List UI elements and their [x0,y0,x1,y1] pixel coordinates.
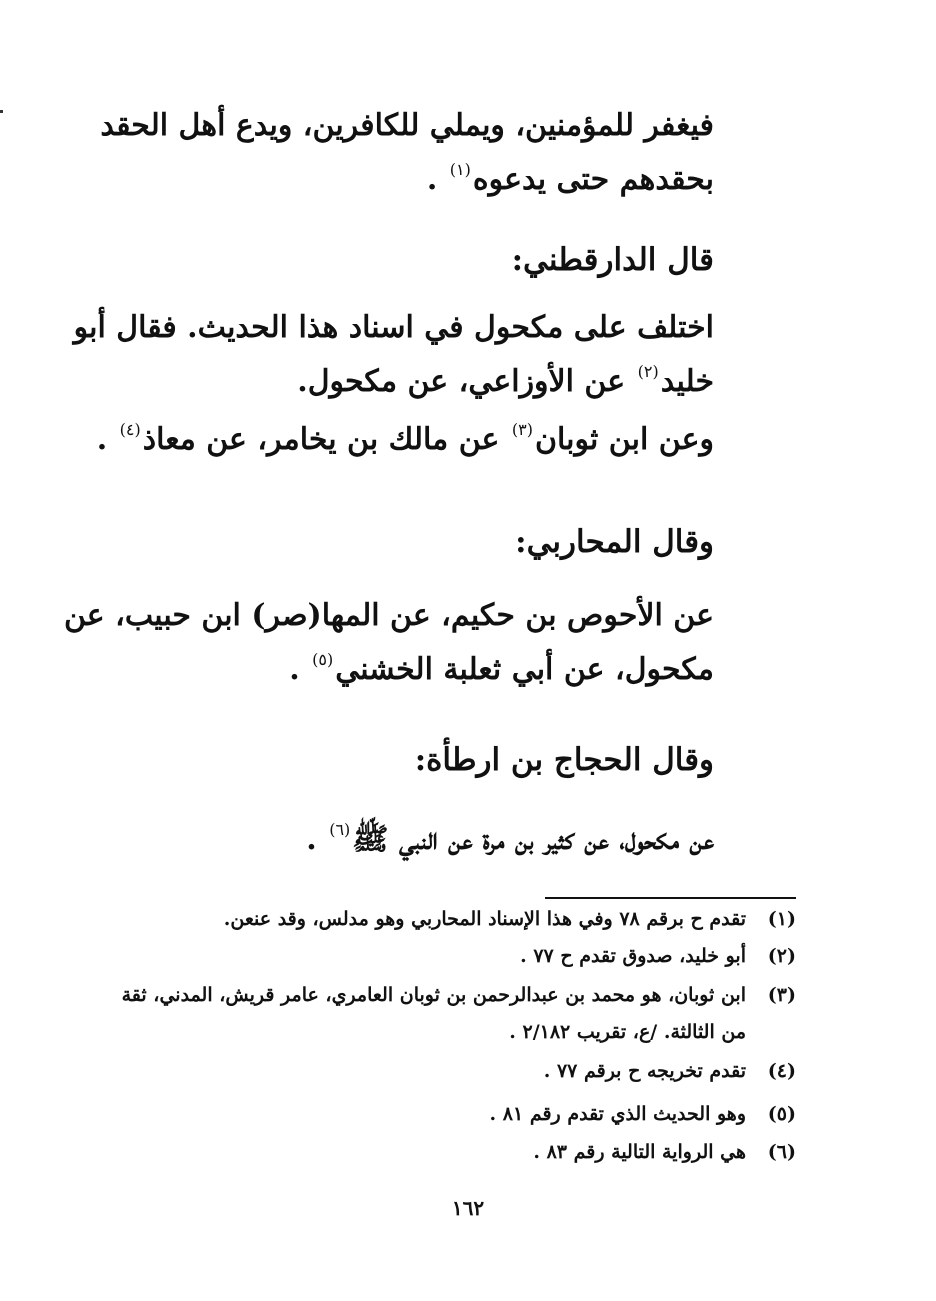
heading-daraqutni: قال الدارقطني: [511,242,714,278]
footnote-ref-4[interactable]: (٤) [119,420,141,439]
footnote-3: (٣)ابن ثوبان، هو محمد بن عبدالرحمن بن ثوبان العامري، عامر قريش، المدني، ثقة [121,984,796,1006]
heading-hajjaj: وقال الحجاج بن ارطأة: [414,742,714,778]
footnote-ref-6[interactable]: (٦) [329,820,351,839]
paragraph-4-line-1: عن الأحوص بن حكيم، عن المها(صر) ابن حبيب، عن [63,598,714,633]
footnote-4: (٤)تقدم تخريجه ح برقم ٧٧ . [543,1060,796,1082]
footnote-ref-1[interactable]: (١) [449,160,471,179]
paragraph-1-line-1: فيغفر للمؤمنين، ويملي للكافرين، ويدع أهل الحقد [100,108,714,143]
paragraph-3: وعن ابن ثوبان$^{(٣)}$ عن مالك بن يخامر، عن معاذ$^{(٤)}$ . [96,420,714,457]
paragraph-4-line-2: مكحول، عن أبي ثعلبة الخشني$^{(٥)}$ . [289,650,714,687]
paragraph-2-line-1: اختلف على مكحول في اسناد هذا الحديث. فقال أبو [73,310,714,345]
paragraph-5: عن مكحول، عن كثير بن مرة عن النبي ﷺ$^{(٦)}$ . [306,820,714,857]
footnote-1: (١)تقدم ح برقم ٧٨ وفي هذا الإسناد المحاربي وهو مدلس، وقد عنعن. [223,908,796,930]
scan-speck [0,110,3,113]
footnote-separator [545,897,796,899]
footnote-ref-5[interactable]: (٥) [312,650,334,669]
footnote-6: (٦)هي الرواية التالية رقم ٨٣ . [533,1141,796,1163]
footnote-3-continuation: من الثالثة. /ع، تقريب ٢/١٨٢ . [509,1021,746,1043]
paragraph-2-line-2: خليد$^{(٢)}$ عن الأوزاعي، عن مكحول. [297,362,714,399]
footnote-2: (٢)أبو خليد، صدوق تقدم ح ٧٧ . [520,945,796,967]
heading-muharibi: وقال المحاربي: [515,524,714,560]
footnote-ref-3[interactable]: (٣) [511,420,533,439]
footnote-ref-2[interactable]: (٢) [637,362,659,381]
page-number: ١٦٢ [451,1196,485,1220]
footnote-5: (٥)وهو الحديث الذي تقدم رقم ٨١ . [489,1103,796,1125]
paragraph-1-line-2: بحقدهم حتى يدعوه$^{(١)}$ . [426,160,714,197]
